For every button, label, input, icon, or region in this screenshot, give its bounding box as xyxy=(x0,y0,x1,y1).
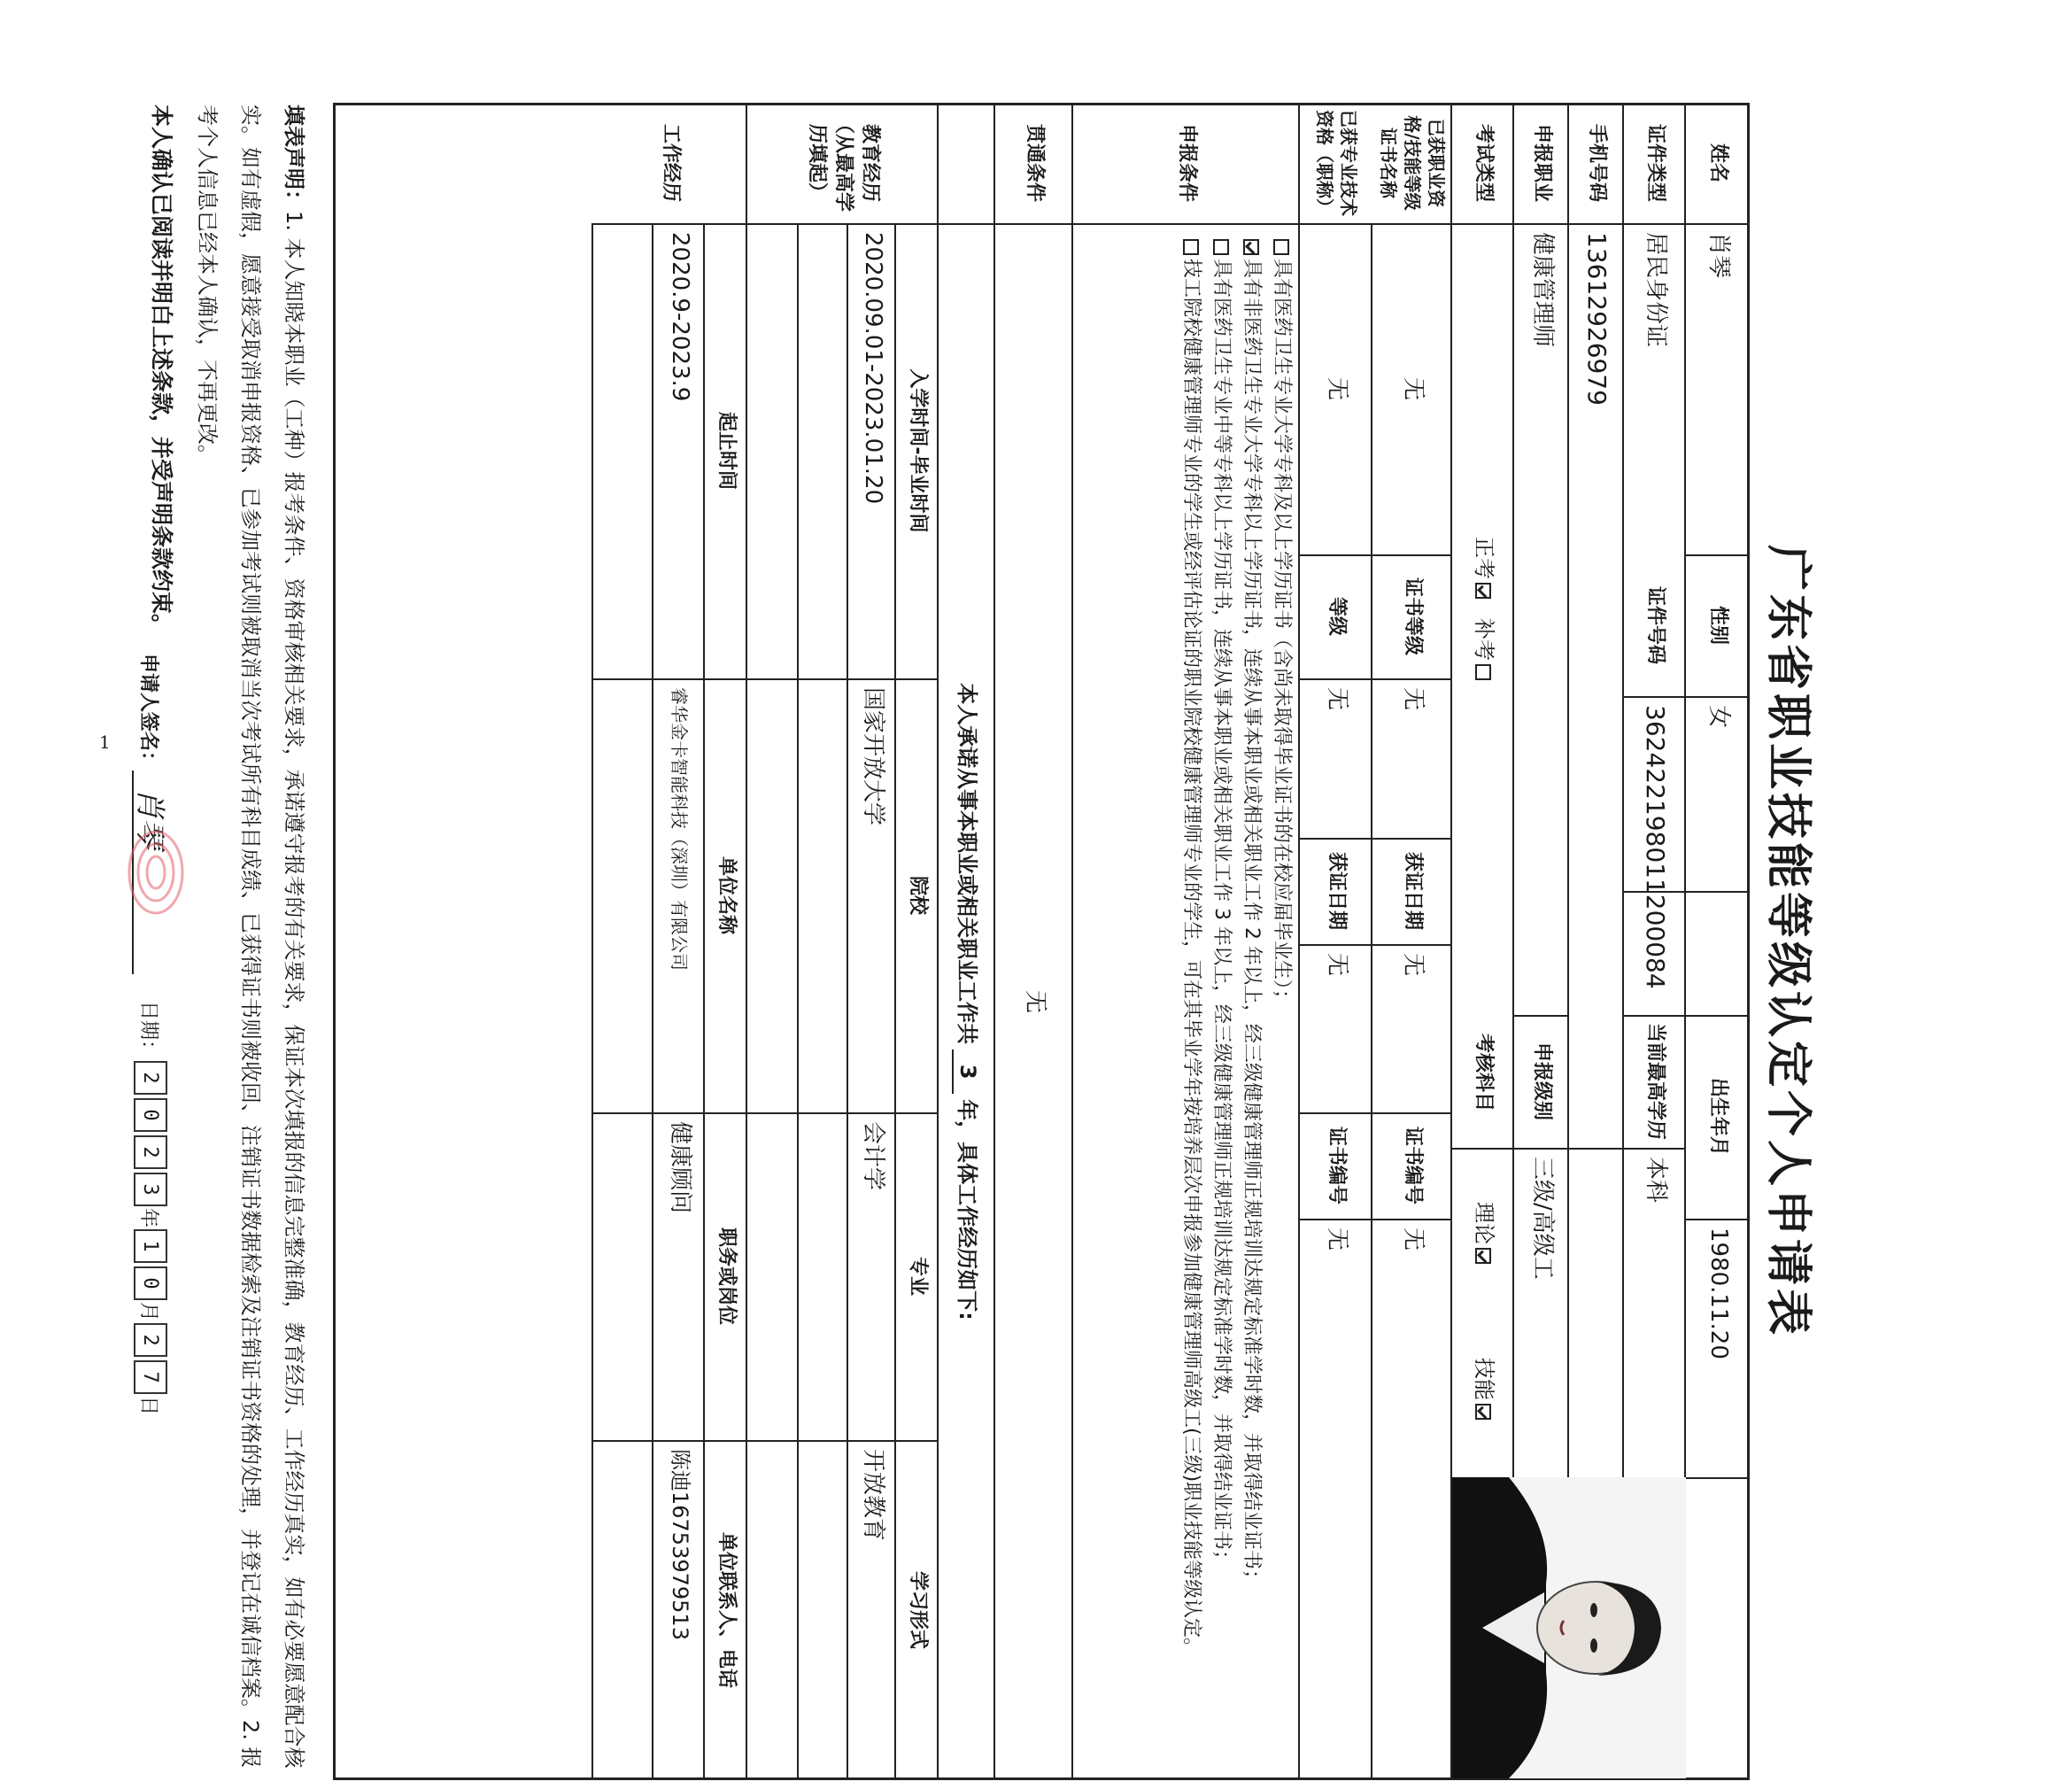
level-value: 三级/高级工 xyxy=(1528,1157,1556,1280)
condition-3-checkbox[interactable] xyxy=(1213,239,1229,255)
date-label: 日期： xyxy=(137,1001,160,1060)
occupation-label: 申报职业 xyxy=(1530,123,1553,202)
cert-no-label: 证书编号 xyxy=(1401,1126,1424,1204)
work-history-label: 工作经历 xyxy=(659,123,682,202)
level-label: 申报级别 xyxy=(1530,1042,1553,1120)
portrait-image xyxy=(1452,1477,1686,1778)
day-digit-2[interactable]: 7 xyxy=(134,1360,167,1394)
edu-time-value: 2020.09.01-2023.01.20 xyxy=(859,232,886,505)
declaration-body: 1. 本人知晓本职业（工种）报考条件、资格审核相关要求，承诺遵守报考的有关要求，保证本次填报的信息完整准确，教育经历、工作经历真实，如有必要愿意配合核实。如有虚假，愿意接受取消申报资格、已参加考试则被取消当次考试所有科目成绩、已获得证书则被收回、注销证书数据检索及注销证书资格的处理，并登记在诚信档案。2. 报考个人信息已经本人确认，不再更改。 xyxy=(194,105,306,1769)
exam-regular-label: 正考 xyxy=(1471,537,1496,579)
exam-type-options xyxy=(1452,223,1514,997)
id-no-label: 证件号码 xyxy=(1643,585,1666,664)
qual-no-value: 无 xyxy=(1399,1228,1426,1251)
declaration-text xyxy=(184,105,315,1778)
grade-label: 等级 xyxy=(1325,596,1348,636)
occupation-value: 健康管理师 xyxy=(1528,232,1556,348)
held-qual-label: 已获职业资格/技能等级证书名称 xyxy=(1378,115,1448,211)
name-value: 肖琴 xyxy=(1705,232,1732,279)
major-value: 会计学 xyxy=(859,1121,886,1191)
school-header: 院校 xyxy=(906,875,929,915)
declaration-heading: 填表声明： xyxy=(282,105,306,211)
held-qual-value: 无 xyxy=(1399,376,1426,400)
major-header: 专业 xyxy=(906,1256,929,1296)
edu-spacer xyxy=(939,103,995,223)
day-digit-1[interactable]: 2 xyxy=(134,1323,167,1357)
exam-regular-checkbox[interactable] xyxy=(1475,583,1491,599)
held-title-label: 已获专业技术资格（职称） xyxy=(1314,110,1359,216)
id-type-value: 居民身份证 xyxy=(1642,232,1669,348)
name-label: 姓名 xyxy=(1706,143,1729,182)
title-date-value: 无 xyxy=(1323,953,1350,977)
subject-skill-label: 技能 xyxy=(1471,1358,1496,1400)
title-grade-value: 无 xyxy=(1323,687,1350,711)
declaration-confirm: 本人确认已阅读并明白上述条款，并受声明条款约束。 xyxy=(149,105,175,637)
subject-theory-checkbox[interactable] xyxy=(1475,1248,1491,1264)
study-form-value: 开放教育 xyxy=(859,1449,886,1542)
year-digit-1[interactable]: 2 xyxy=(134,1061,167,1095)
contact-header: 单位联系人、电话 xyxy=(715,1531,738,1688)
study-form-header: 学习形式 xyxy=(906,1570,929,1649)
education-value: 本科 xyxy=(1642,1157,1669,1204)
employer-header: 单位名称 xyxy=(715,856,738,934)
fingerprint-stamp xyxy=(125,824,187,921)
signature-handwriting: 肖琴 xyxy=(132,788,167,849)
position-header: 职务或岗位 xyxy=(715,1227,738,1325)
held-title-value: 无 xyxy=(1323,376,1350,400)
year-digit-2[interactable]: 0 xyxy=(134,1098,167,1132)
condition-2-checkbox[interactable] xyxy=(1243,239,1259,255)
gender-value: 女 xyxy=(1705,705,1732,729)
condition-1-checkbox[interactable] xyxy=(1273,239,1289,255)
subject-theory-label: 理论 xyxy=(1471,1202,1496,1244)
phone-label: 手机号码 xyxy=(1585,123,1608,202)
bridge-value: 无 xyxy=(1021,989,1048,1013)
school-value: 国家开放大学 xyxy=(859,687,886,826)
id-type-label: 证件类型 xyxy=(1643,123,1666,202)
signature-label: 申请人签名： xyxy=(137,654,160,771)
signature-row xyxy=(124,105,177,1778)
signature-field[interactable] xyxy=(132,771,169,974)
subject-skill-checkbox[interactable] xyxy=(1475,1404,1491,1420)
edu-history-label: 教育经历（从最高学历填起） xyxy=(806,113,881,212)
year-digit-3[interactable]: 2 xyxy=(134,1135,167,1169)
exam-makeup-label: 补考 xyxy=(1471,618,1496,661)
employer-value: 睿华金卡智能科技（深圳）有限公司 xyxy=(669,687,690,971)
exam-subject-label: 考核科目 xyxy=(1472,1033,1495,1111)
exam-type-label: 考试类型 xyxy=(1472,123,1495,202)
exam-subject-options xyxy=(1452,1148,1514,1477)
birth-value: 1980.11.20 xyxy=(1705,1228,1732,1359)
month-unit: 月 xyxy=(137,1302,160,1322)
page-number: 1 xyxy=(99,732,111,753)
condition-4-checkbox[interactable] xyxy=(1183,239,1199,255)
month-digit-2[interactable]: 0 xyxy=(134,1266,167,1300)
month-digit-1[interactable]: 1 xyxy=(134,1229,167,1263)
day-unit: 日 xyxy=(137,1396,160,1416)
work-years: 3 xyxy=(952,1049,982,1094)
education-label: 当前最高学历 xyxy=(1643,1022,1666,1140)
conditions-list xyxy=(1073,223,1300,1780)
cert-grade-label: 证书等级 xyxy=(1401,577,1424,655)
condition-item-4: 技工院校健康管理师专业的学生或经评估论证的职业院校健康管理师专业的学生，可在其毕业学年按培养层次申报参加健康管理师高级工(三级)职业技能等级认定。 xyxy=(1176,236,1206,1768)
work-time-value: 2020.9-2023.9 xyxy=(666,232,693,402)
form-title: 广东省职业技能等级认定个人申请表 xyxy=(1761,544,1816,1338)
position-value: 健康顾问 xyxy=(666,1121,693,1214)
year-unit: 年 xyxy=(137,1208,160,1228)
condition-item-3: 具有医药卫生专业中等专科以上学历证书，连续从事本职业或相关职业工作 3 年以上，经三级健康管理师正规培训达规定标准学时数，并取得结业证书； xyxy=(1206,236,1236,1768)
condition-item-1: 具有医药卫生专业大学专科及以上学历证书（含尚未取得毕业证书的在校应届毕业生）； xyxy=(1266,236,1296,1768)
applicant-photo xyxy=(1452,1477,1686,1778)
bridge-label: 贯通条件 xyxy=(1023,123,1046,202)
id-no-value: 362422198011200084 xyxy=(1641,705,1671,989)
work-statement: 本人承诺从事本职业或相关职业工作共 3 年，具体工作经历如下: xyxy=(939,223,995,1780)
title-no-value: 无 xyxy=(1323,1228,1350,1251)
application-form xyxy=(117,94,1831,1789)
qual-date-value: 无 xyxy=(1399,953,1426,977)
edu-time-header: 入学时间-毕业时间 xyxy=(906,368,929,533)
issue-date-label: 获证日期 xyxy=(1401,851,1424,930)
year-digit-4[interactable]: 3 xyxy=(134,1173,167,1206)
condition-item-2: 具有非医药卫生专业大学专科以上学历证书，连续从事本职业或相关职业工作 2 年以上，经三级健康管理师正规培训达规定标准学时数，并取得结业证书； xyxy=(1236,236,1266,1768)
gender-label: 性别 xyxy=(1706,605,1729,645)
qual-grade-value: 无 xyxy=(1399,687,1426,711)
exam-makeup-checkbox[interactable] xyxy=(1475,664,1491,680)
birth-label: 出生年月 xyxy=(1706,1077,1729,1156)
title-date-label: 获证日期 xyxy=(1325,851,1348,930)
title-no-label: 证书编号 xyxy=(1325,1126,1348,1204)
contact-value: 陈迪16753979513 xyxy=(667,1449,692,1640)
phone-value: 13612926979 xyxy=(1582,232,1612,406)
conditions-label: 申报条件 xyxy=(1175,123,1198,202)
work-time-header: 起止时间 xyxy=(715,411,738,490)
